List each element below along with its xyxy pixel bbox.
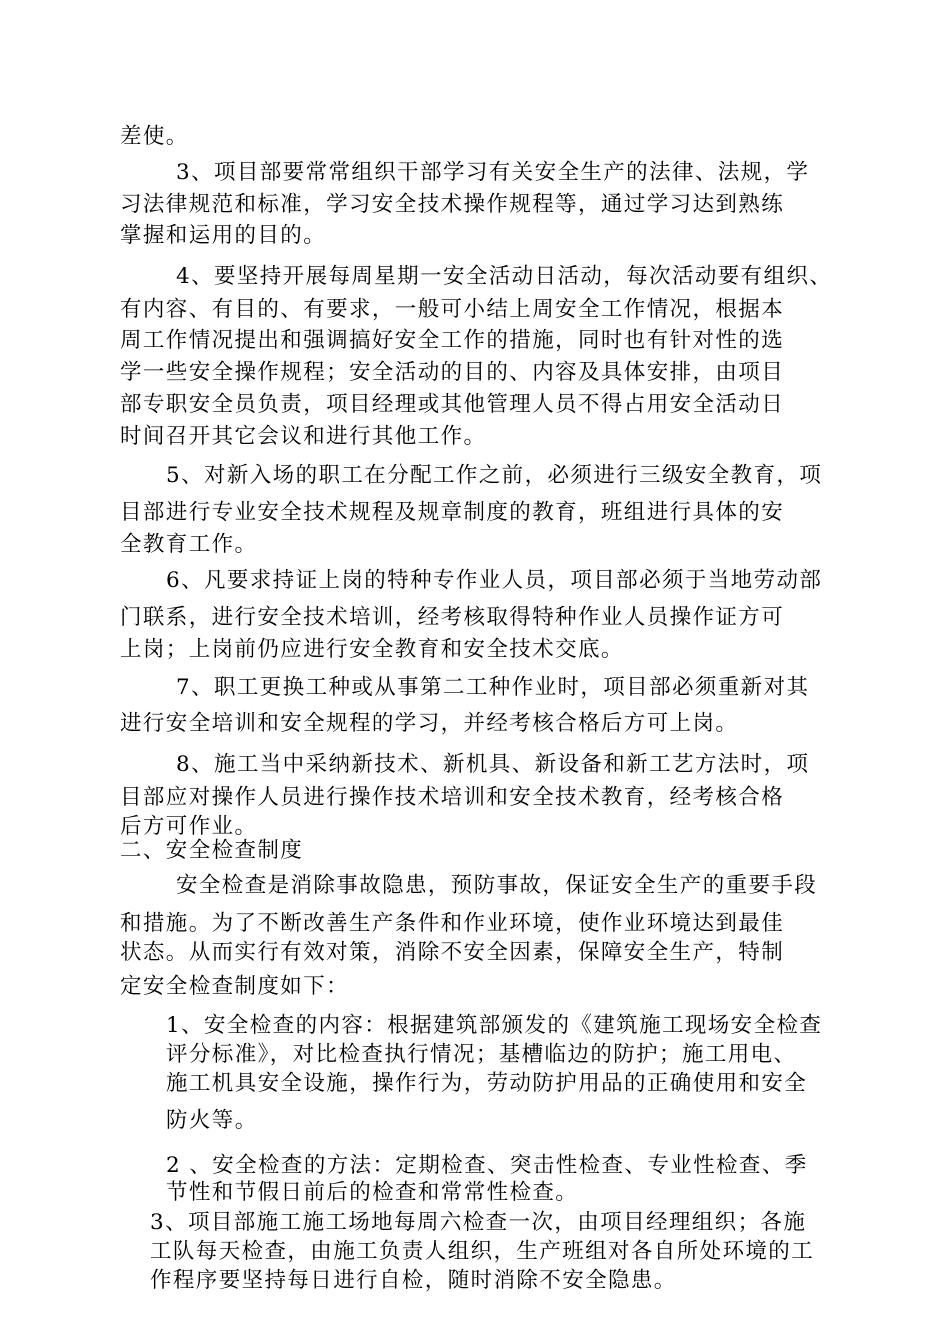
text-line: 有内容、有目的、有要求，一般可小结上周安全工作情况，根据本 — [120, 297, 785, 322]
text-line: 2 、安全检查的方法：定期检查、突击性检查、专业性检查、季 — [166, 1153, 808, 1178]
text-line: 目部进行专业安全技术规程及规章制度的教育，班组进行具体的安 — [120, 500, 785, 525]
text-line: 上岗；上岗前仍应进行安全教育和安全技术交底。 — [120, 637, 624, 662]
text-line: 7、职工更换工种或从事第二工种作业时，项目部必须重新对其 — [176, 675, 810, 700]
text-line: 评分标准》，对比检查执行情况；基槽临边的防护；施工用电、 — [166, 1042, 797, 1067]
text-line: 周工作情况提出和强调搞好安全工作的措施，同时也有针对性的选 — [120, 328, 785, 353]
text-line: 3、项目部施工施工场地每周六检查一次，由项目经理组织；各施 — [150, 1210, 807, 1235]
text-line: 工队每天检查，由施工负责人组织，生产班组对各自所处环境的工 — [150, 1239, 815, 1264]
text-line: 5、对新入场的职工在分配工作之前，必须进行三级安全教育，项 — [166, 463, 823, 488]
text-line: 时间召开其它会议和进行其他工作。 — [120, 424, 487, 449]
text-line: 节性和节假日前后的检查和常常性检查。 — [166, 1180, 579, 1205]
text-line: 全教育工作。 — [120, 532, 258, 557]
text-line: 差使。 — [120, 124, 189, 149]
text-line: 4、要坚持开展每周星期一安全活动日活动，每次活动要有组织、 — [176, 264, 833, 289]
text-line: 掌握和运用的目的。 — [120, 223, 327, 248]
text-line: 习法律规范和标准，学习安全技术操作规程等，通过学习达到熟练 — [120, 192, 785, 217]
text-line: 施工机具安全设施，操作行为，劳动防护用品的正确使用和安全 — [166, 1071, 808, 1096]
text-line: 3、项目部要常常组织干部学习有关安全生产的法律、法规，学 — [176, 160, 810, 185]
text-line: 后方可作业。 — [120, 814, 258, 839]
text-line: 和措施。为了不断改善生产条件和作业环境，使作业环境达到最佳 — [120, 911, 785, 936]
text-line: 进行安全培训和安全规程的学习，并经考核合格后方可上岗。 — [120, 711, 739, 736]
text-line: 部专职安全员负责，项目经理或其他管理人员不得占用安全活动日 — [120, 392, 785, 417]
text-line: 门联系，进行安全技术培训，经考核取得特种作业人员操作证方可 — [120, 605, 785, 630]
text-line: 学一些安全操作规程；安全活动的目的、内容及具体安排，由项目 — [120, 360, 785, 385]
text-line: 状态。从而实行有效对策，消除不安全因素，保障安全生产，特制 — [120, 940, 785, 965]
text-line: 目部应对操作人员进行操作技术培训和安全技术教育，经考核合格 — [120, 785, 785, 810]
text-line: 8、施工当中采纳新技术、新机具、新设备和新工艺方法时，项 — [176, 752, 810, 777]
text-line: 防火等。 — [166, 1108, 258, 1133]
text-line: 6、凡要求持证上岗的特种专作业人员，项目部必须于当地劳动部 — [166, 568, 823, 593]
text-line: 定安全检查制度如下： — [120, 974, 350, 999]
text-line: 安全检查是消除事故隐患，预防事故，保证安全生产的重要手段 — [176, 873, 818, 898]
text-line: 1、安全检查的内容：根据建筑部颁发的《建筑施工现场安全检查 — [166, 1013, 823, 1038]
text-line: 作程序要坚持每日进行自检，随时消除不安全隐患。 — [150, 1268, 677, 1293]
section-heading: 二、安全检查制度 — [120, 838, 304, 863]
